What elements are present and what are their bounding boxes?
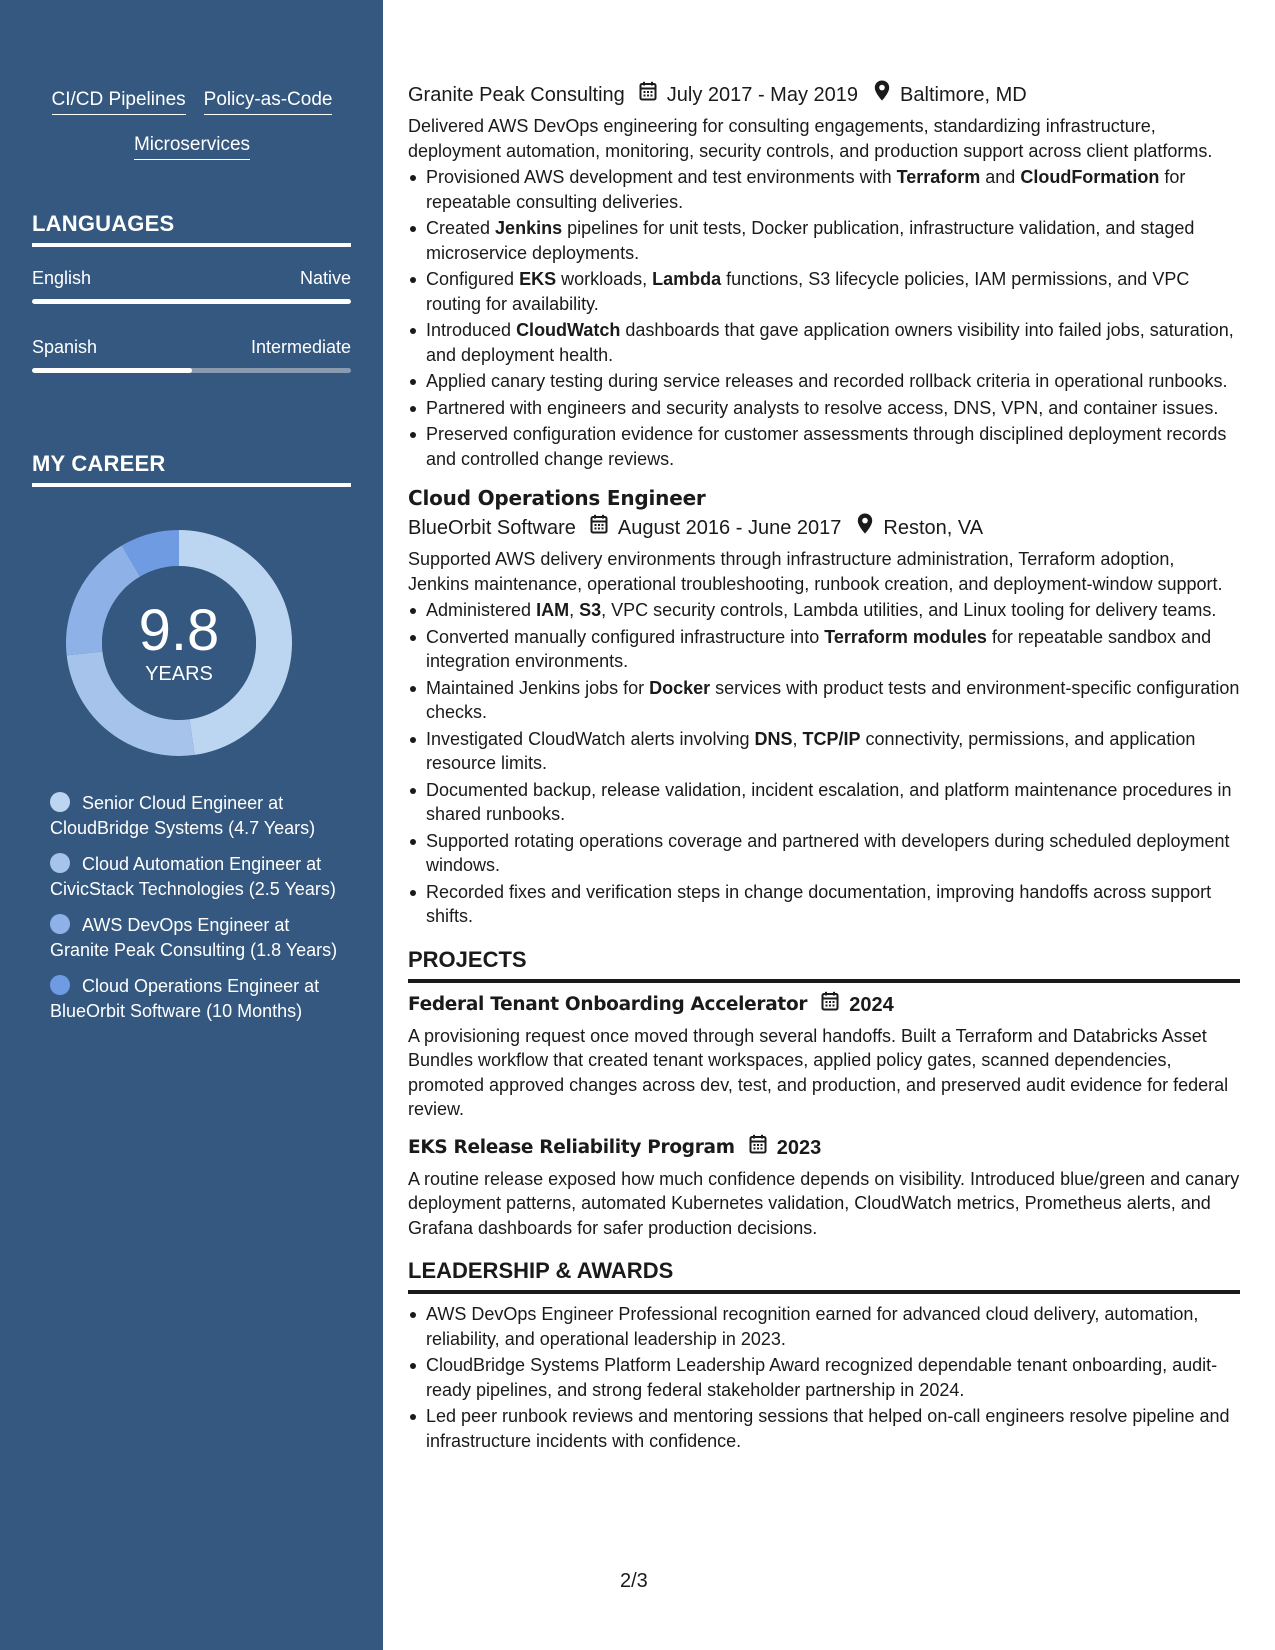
project-year: 2023 [776,1137,822,1159]
bullet-item: Applied canary testing during service releases and recorded rollback criteria in operational runbooks. [426,369,1240,394]
map-pin-icon [857,513,873,543]
page-number: 2/3 [620,1570,648,1592]
projects-section [408,947,1240,1241]
job-location: Baltimore, MD [900,84,1027,106]
calendar-icon [821,991,839,1020]
job-description: Supported AWS delivery environments through infrastructure administration, Terraform adoption, Jenkins maintenance, operational troubleshooting, runbook creation, and deployment-window support. [408,549,1223,594]
career-legend-item [50,791,340,840]
project-header [408,1134,1240,1163]
career-legend-text: Senior Cloud Engineer at CloudBridge Systems (4.7 Years) [50,793,316,838]
job-dates: August 2016 - June 2017 [617,517,842,539]
calendar-icon [639,80,657,110]
project-description: A provisioning request once moved through several handoffs. Built a Terraform and Databricks Asset Bundles workflow that created tenant workspaces, applied policy gates, scanned dependencies, promoted approved changes across dev, test, and production, and preserved audit evidence for federal review. [408,1025,1229,1119]
languages-heading: LANGUAGES [32,211,351,247]
career-total [66,530,292,756]
skill-tags [32,88,352,160]
projects-heading: PROJECTS [408,947,1240,983]
language-bar-fill [32,368,192,373]
bullet-item: Maintained Jenkins jobs for Docker services with product tests and environment-specific configuration checks. [426,676,1240,725]
job-title: Cloud Operations Engineer [408,486,706,510]
skill-tag: Microservices [134,133,250,160]
job-bullets [408,165,1240,471]
career-legend-text: AWS DevOps Engineer at Granite Peak Consulting (1.8 Years) [50,915,338,960]
main-content [408,80,1240,1455]
career-legend-text: Cloud Operations Engineer at BlueOrbit Software (10 Months) [50,976,320,1021]
language-name: Spanish [32,337,98,357]
experience-entry-granite-peak [408,80,1240,471]
project-description: A routine release exposed how much confidence depends on visibility. Introduced blue/green and canary deployment patterns, automated Kubernetes validation, CloudWatch metrics, Prometheus alerts, and Grafana dashboards for safer production decisions. [408,1168,1240,1238]
project-title: EKS Release Reliability Program [408,1137,735,1158]
career-total-value: 9.8 [138,598,220,663]
career-legend-text: Cloud Automation Engineer at CivicStack Technologies (2.5 Years) [50,854,336,899]
calendar-icon [749,1134,767,1163]
bullet-item: Configured EKS workloads, Lambda functions, S3 lifecycle policies, IAM permissions, and VPC routing for availability. [426,267,1240,316]
language-level: Native [299,268,351,288]
awards-heading: LEADERSHIP & AWARDS [408,1258,1240,1294]
job-meta [408,513,1240,543]
awards-list [408,1302,1240,1453]
map-pin-icon [874,80,890,110]
career-donut-chart [66,530,292,756]
legend-dot-icon [50,792,70,812]
job-bullets [408,598,1240,929]
language-bar-spanish [32,368,351,373]
career-heading: MY CAREER [32,451,351,487]
bullet-item: Administered IAM, S3, VPC security controls, Lambda utilities, and Linux tooling for delivery teams. [426,598,1240,623]
bullet-item: Preserved configuration evidence for customer assessments through disciplined deployment records and controlled change reviews. [426,422,1240,471]
job-location: Reston, VA [883,517,984,539]
bullet-item: Recorded fixes and verification steps in change documentation, improving handoffs across support shifts. [426,880,1240,929]
language-row-english [32,268,351,289]
skill-tag: Policy-as-Code [204,88,333,115]
award-item: Led peer runbook reviews and mentoring sessions that helped on-call engineers resolve pipeline and infrastructure incidents with confidence. [426,1404,1240,1453]
project-year: 2024 [849,994,894,1016]
career-legend-item [50,974,340,1023]
language-level: Intermediate [250,337,351,357]
job-description: Delivered AWS DevOps engineering for consulting engagements, standardizing infrastructure, deployment automation, monitoring, security controls, and production support across client platforms. [408,116,1213,161]
bullet-item: Investigated CloudWatch alerts involving DNS, TCP/IP connectivity, permissions, and application resource limits. [426,727,1240,776]
company-name: Granite Peak Consulting [408,84,625,106]
project-header [408,991,1240,1020]
calendar-icon [590,513,608,543]
skill-tag: CI/CD Pipelines [52,88,186,115]
legend-dot-icon [50,975,70,995]
bullet-item: Partnered with engineers and security analysts to resolve access, DNS, VPN, and container issues. [426,396,1240,421]
bullet-item: Provisioned AWS development and test environments with Terraform and CloudFormation for repeatable consulting deliveries. [426,165,1240,214]
language-row-spanish [32,337,351,358]
award-item: AWS DevOps Engineer Professional recognition earned for advanced cloud delivery, automation, reliability, and operational leadership in 2023. [426,1302,1240,1351]
language-bar-fill [32,299,351,304]
bullet-item: Introduced CloudWatch dashboards that gave application owners visibility into failed jobs, saturation, and deployment health. [426,318,1240,367]
career-legend [50,791,340,1035]
job-dates: July 2017 - May 2019 [666,84,859,106]
bullet-item: Converted manually configured infrastructure into Terraform modules for repeatable sandbox and integration environments. [426,625,1240,674]
sidebar [0,0,383,1650]
legend-dot-icon [50,914,70,934]
career-legend-item [50,913,340,962]
legend-dot-icon [50,853,70,873]
bullet-item: Supported rotating operations coverage and partnered with developers during scheduled deployment windows. [426,829,1240,878]
career-total-unit: YEARS [145,663,213,685]
job-meta [408,80,1240,110]
bullet-item: Documented backup, release validation, incident escalation, and platform maintenance procedures in shared runbooks. [426,778,1240,827]
language-bar-english [32,299,351,304]
awards-section [408,1258,1240,1453]
career-legend-item [50,852,340,901]
company-name: BlueOrbit Software [408,517,576,539]
project-title: Federal Tenant Onboarding Accelerator [408,994,808,1015]
award-item: CloudBridge Systems Platform Leadership Award recognized dependable tenant onboarding, audit-ready pipelines, and strong federal stakeholder partnership in 2024. [426,1353,1240,1402]
experience-entry-blueorbit [408,483,1240,929]
language-name: English [32,268,92,288]
bullet-item: Created Jenkins pipelines for unit tests, Docker publication, infrastructure validation, and staged microservice deployments. [426,216,1240,265]
